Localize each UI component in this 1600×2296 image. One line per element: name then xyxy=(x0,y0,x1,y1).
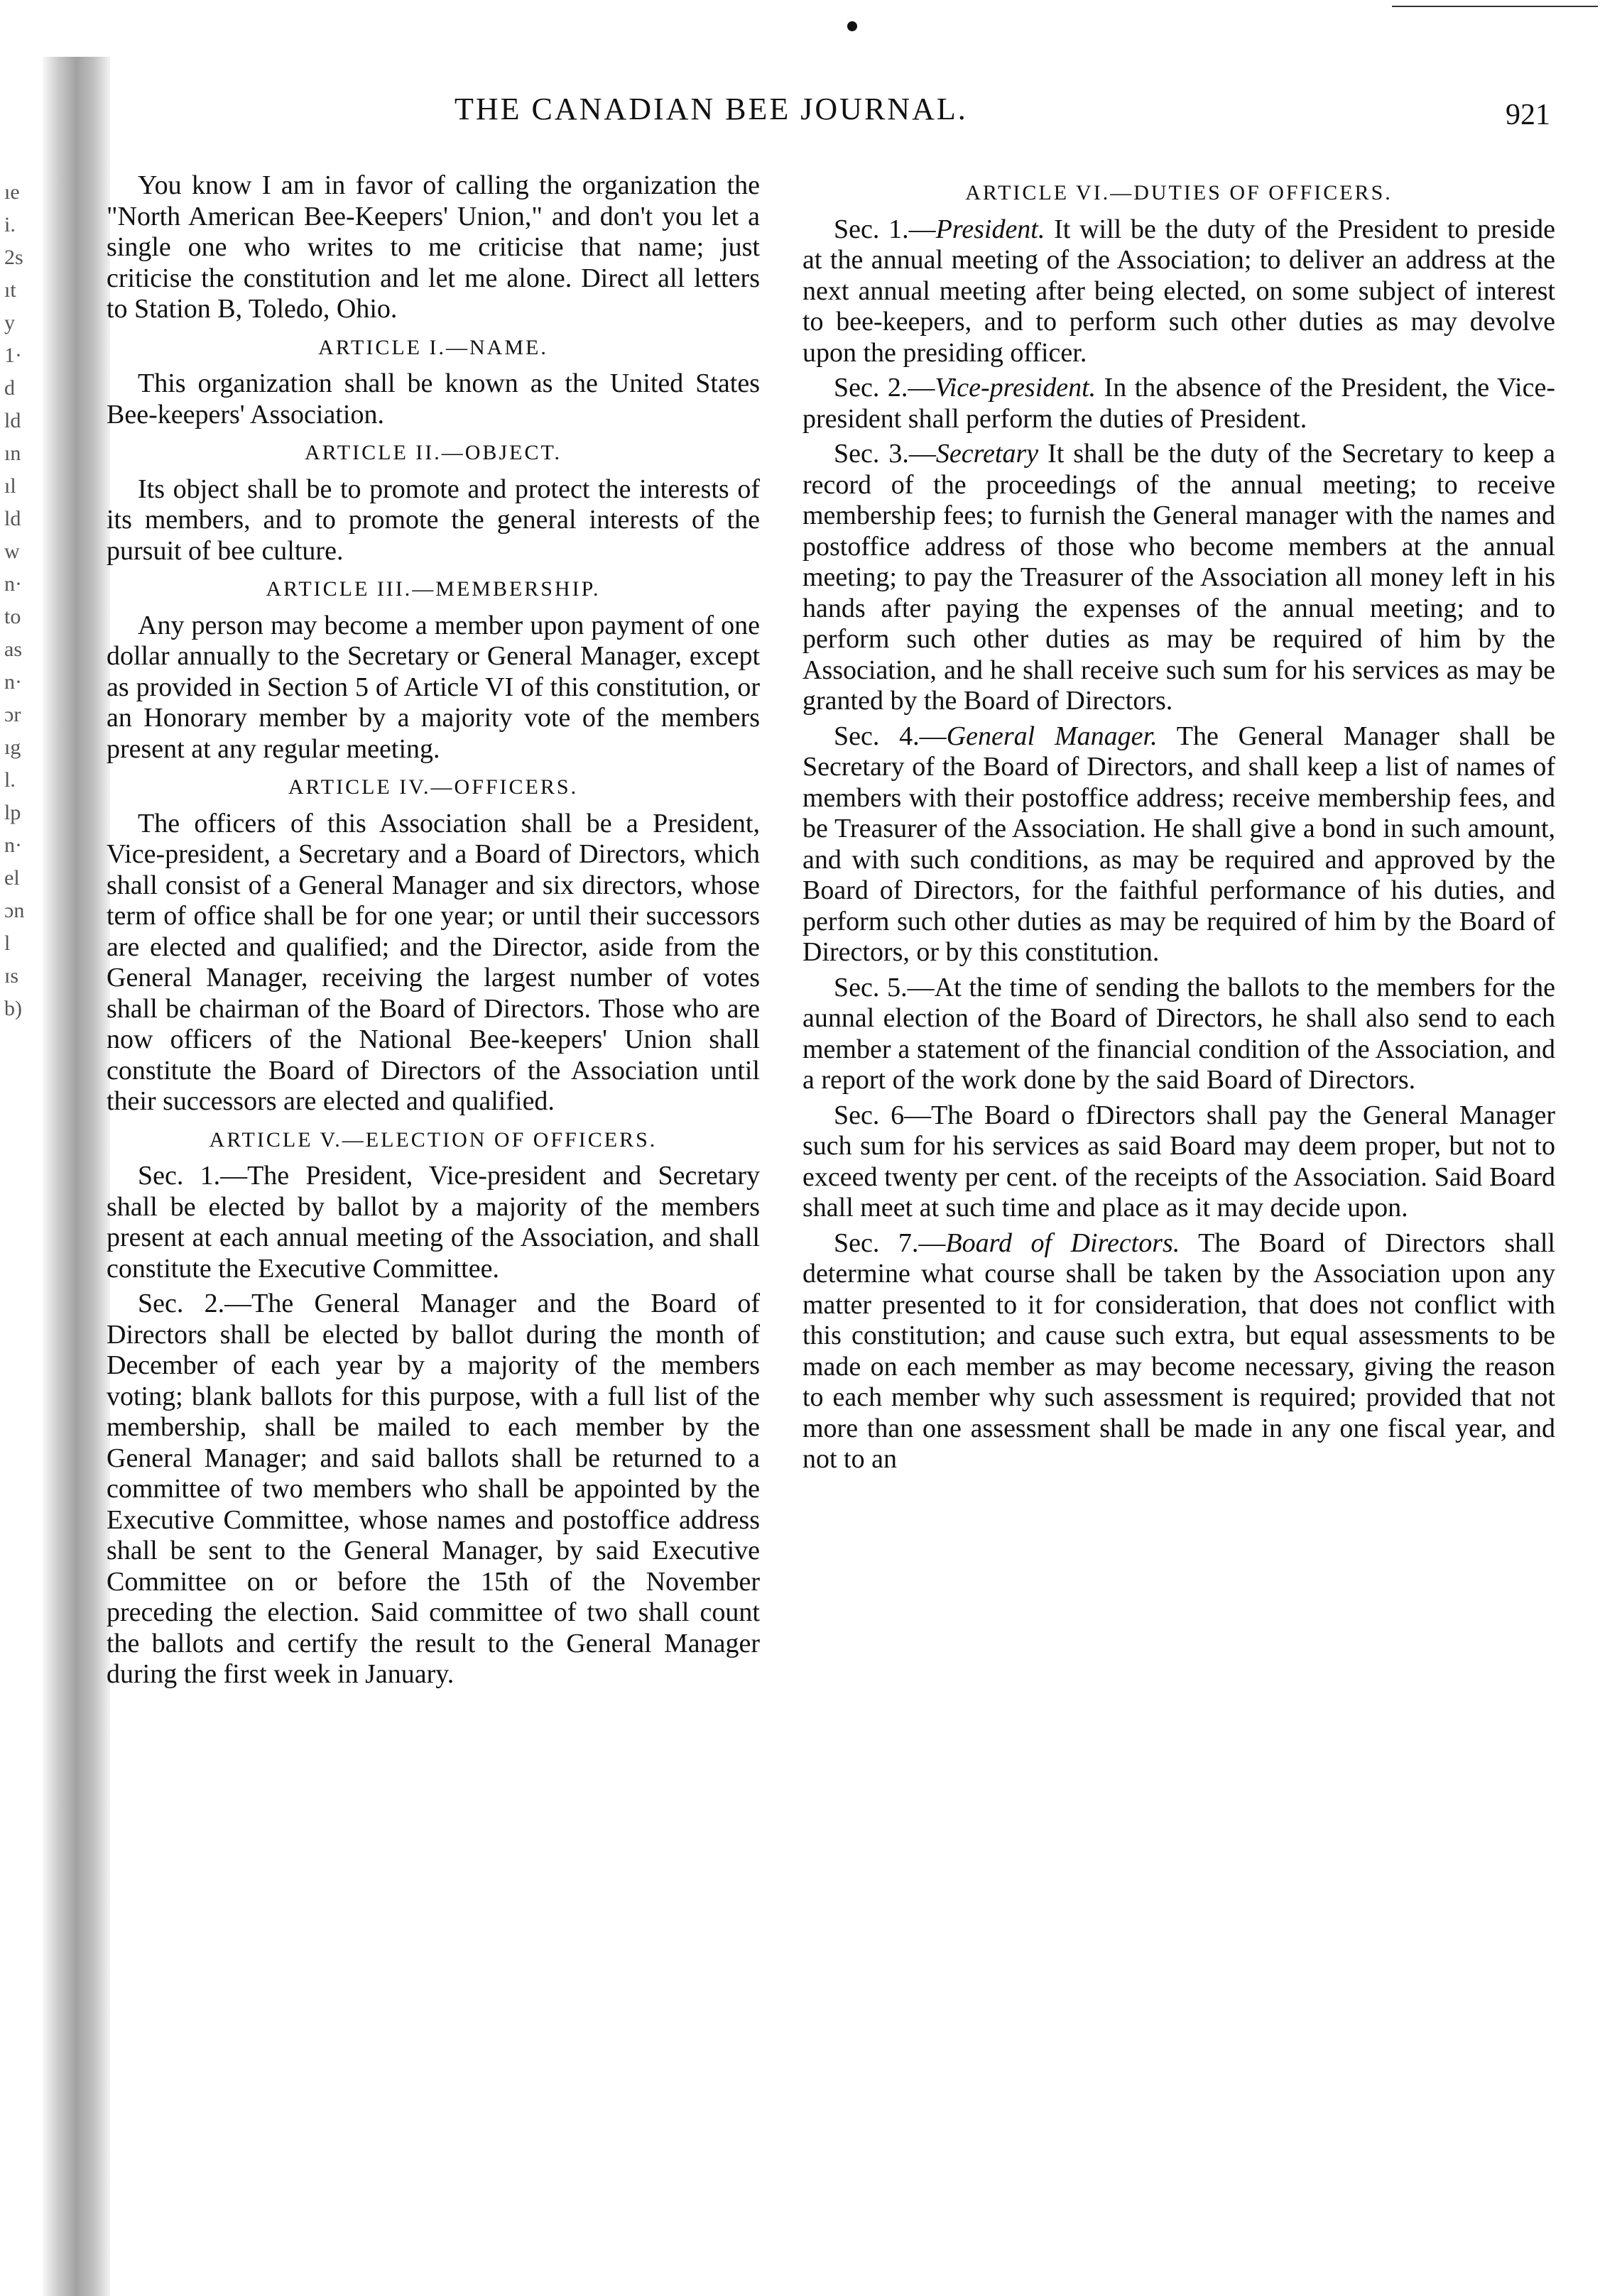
facing-fragment: d xyxy=(4,376,15,400)
article-4-text: The officers of this Association shall be a President, Vice-president, a Secretary and a Board of Directors, which shall consist of a General Manager and six directors, whose term of office shall be for one year; or until their successors are elected and qualified; and the Director, aside from the General Manager, receiving the largest number of votes shall be chairman of the Board of Directors. Those who are now officers of the National Bee-keepers' Union shall constitute the Board of Directors of the Association until their successors are elected and qualified. xyxy=(107,808,760,1116)
facing-fragment: ld xyxy=(4,507,21,530)
sec-5-ballots: Sec. 5.—At the time of sending the ballots to the members for the aunnal election of the Board of Directors, he shall also send to each member a statement of the financial condition of the Association, and a report of the work done by the said Board of Directors. xyxy=(802,972,1555,1095)
sec-1-title: President. xyxy=(935,214,1045,244)
intro-paragraph: You know I am in favor of calling the organization the "North American Bee-Keepers' Union," and don't you let a single one who writes to me criticise that name; just criticise the constitution and let me alone. Direct all letters to Station B, Toledo, Ohio. xyxy=(107,170,760,324)
facing-fragment: l. xyxy=(4,768,16,792)
article-4-heading: ARTICLE IV.—OFFICERS. xyxy=(288,775,579,799)
facing-fragment: as xyxy=(4,638,22,661)
facing-fragment: ıl xyxy=(4,474,16,498)
sec-2-text: In the absence of the President, the Vice-president shall perform the duties of President. xyxy=(802,373,1555,434)
sec-2-vice-president xyxy=(802,373,1555,434)
sec-1-president xyxy=(802,214,1555,369)
sec-3-secretary xyxy=(802,439,1555,717)
article-1-heading: ARTICLE I.—NAME. xyxy=(318,335,548,359)
ink-dot xyxy=(847,21,857,31)
sec-7-title: Board of Directors. xyxy=(945,1228,1180,1258)
sec-3-title: Secretary xyxy=(935,439,1039,469)
sec-4-label: Sec. 4.— xyxy=(834,721,947,751)
page-number: 921 xyxy=(1506,99,1550,131)
facing-fragment: l xyxy=(4,931,11,955)
facing-fragment: ın xyxy=(4,442,21,465)
facing-fragment: ıe xyxy=(4,180,20,204)
article-3-text: Any person may become a member upon payment of one dollar annually to the Secretary or General Manager, except as provided in Section 5 of Article VI of this constitution, or an Honorary member by a majority vote of the members present at any regular meeting. xyxy=(107,610,760,764)
running-head: THE CANADIAN BEE JOURNAL. xyxy=(455,92,968,126)
article-5-sec1: Sec. 1.—The President, Vice-president and Secretary shall be elected by ballot by a majority of the members present at each annual meeting of the Association, and shall constitute the Executive Committee. xyxy=(107,1161,760,1284)
facing-fragment: i. xyxy=(4,213,16,236)
article-5-sec2: Sec. 2.—The General Manager and the Board of Directors shall be elected by ballot during the month of December of each year by a majority of the members voting; blank ballots for this purpose, with a full list of the membership, shall be mailed to each member by the General Manager; and said ballots shall be returned to a committee of two members who shall be appointed by the Executive Committee, whose names and postoffice address shall be sent to the General Manager, by said Executive Committee on or before the 15th of the November preceding the election. Said committee of two shall count the ballots and certify the result to the General Manager during the first week in January. xyxy=(107,1289,760,1689)
facing-page-fragments xyxy=(4,176,44,1025)
sec-6-board-pay: Sec. 6—The Board o fDirectors shall pay the General Manager such sum for his services as said Board may deem proper, but not to exceed twenty per cent. of the receipts of the Association. Said Board shall meet at such time and place as it may decide upon. xyxy=(802,1100,1555,1223)
article-1-text: This organization shall be known as the United States Bee-keepers' Association. xyxy=(107,368,760,430)
sec-4-general-manager xyxy=(802,721,1555,968)
left-column xyxy=(107,170,760,1695)
sec-1-label: Sec. 1.— xyxy=(834,214,936,244)
sec-7-board-of-directors xyxy=(802,1228,1555,1475)
right-column xyxy=(802,170,1555,1480)
facing-fragment: b) xyxy=(4,997,22,1020)
facing-fragment: 1· xyxy=(4,344,22,367)
facing-fragment: n· xyxy=(4,833,22,857)
facing-fragment: lp xyxy=(4,801,21,824)
top-rule xyxy=(1392,6,1598,7)
facing-fragment: y xyxy=(4,311,15,334)
article-2-text: Its object shall be to promote and protect the interests of its members, and to promote the general interests of the pursuit of bee culture. xyxy=(107,474,760,566)
facing-fragment: n· xyxy=(4,572,22,596)
facing-fragment: n· xyxy=(4,670,22,694)
sec-4-title: General Manager. xyxy=(946,721,1158,751)
facing-fragment: ıg xyxy=(4,736,21,759)
sec-7-text: The Board of Directors shall determine what course shall be taken by the Association upon any matter presented to it for consideration, that does not conflict with this constitution; and cause such extra, but equal assessments to be made on each member as may become necessary, giving the reason to each member why such assessment is required; provided that not more than one assessment shall be made in any one fiscal year, and not to an xyxy=(802,1228,1555,1474)
sec-1-text: It will be the duty of the President to preside at the annual meeting of the Association; to deliver an address at the next annual meeting after being elected, on some subject of interest to bee-keepers, and to perform such other duties as may devolve upon the presiding officer. xyxy=(802,214,1555,368)
article-2-heading: ARTICLE II.—OBJECT. xyxy=(304,441,562,464)
sec-7-label: Sec. 7.— xyxy=(834,1228,946,1258)
binding-gutter xyxy=(43,57,110,2296)
facing-fragment: el xyxy=(4,866,20,890)
sec-3-text: It shall be the duty of the Secretary to keep a record of the proceedings of the annual meeting; to receive membership fees; to furnish the General manager with the names and postoffice address of those who become members at the annual meeting; to pay the Treasurer of the Association all money left in his hands after paying the expenses of the annual meeting; and to perform such other duties as may be required of him by the Association, and he shall receive such sum for his services as may be granted by the Board of Directors. xyxy=(802,439,1556,716)
sec-3-label: Sec. 3.— xyxy=(834,439,936,469)
article-6-heading: ARTICLE VI.—DUTIES OF OFFICERS. xyxy=(965,181,1393,204)
facing-fragment: ɪs xyxy=(4,964,19,988)
sec-2-label: Sec. 2.— xyxy=(834,373,935,403)
article-3-heading: ARTICLE III.—MEMBERSHIP. xyxy=(266,577,601,601)
facing-fragment: ld xyxy=(4,409,21,432)
sec-4-text: The General Manager shall be Secretary of the Board of Directors, and shall keep a list of names of members with their postoffice address; receive membership fees, and be Treasurer of the Association. He shall give a bond in such amount, and with such conditions, as may be required and approved by the Board of Directors, for the faithful performance of his duties, and perform such other duties as may be required of him by the Board of Directors, or by this constitution. xyxy=(802,721,1555,967)
facing-fragment: ıt xyxy=(4,278,16,302)
article-5-heading: ARTICLE V.—ELECTION OF OFFICERS. xyxy=(209,1127,658,1152)
facing-fragment: ɔr xyxy=(4,703,21,726)
facing-fragment: 2s xyxy=(4,246,23,269)
facing-fragment: to xyxy=(4,605,21,628)
sec-2-title: Vice-president. xyxy=(935,373,1096,403)
facing-fragment: w xyxy=(4,540,20,563)
facing-fragment: ɔn xyxy=(4,899,25,922)
